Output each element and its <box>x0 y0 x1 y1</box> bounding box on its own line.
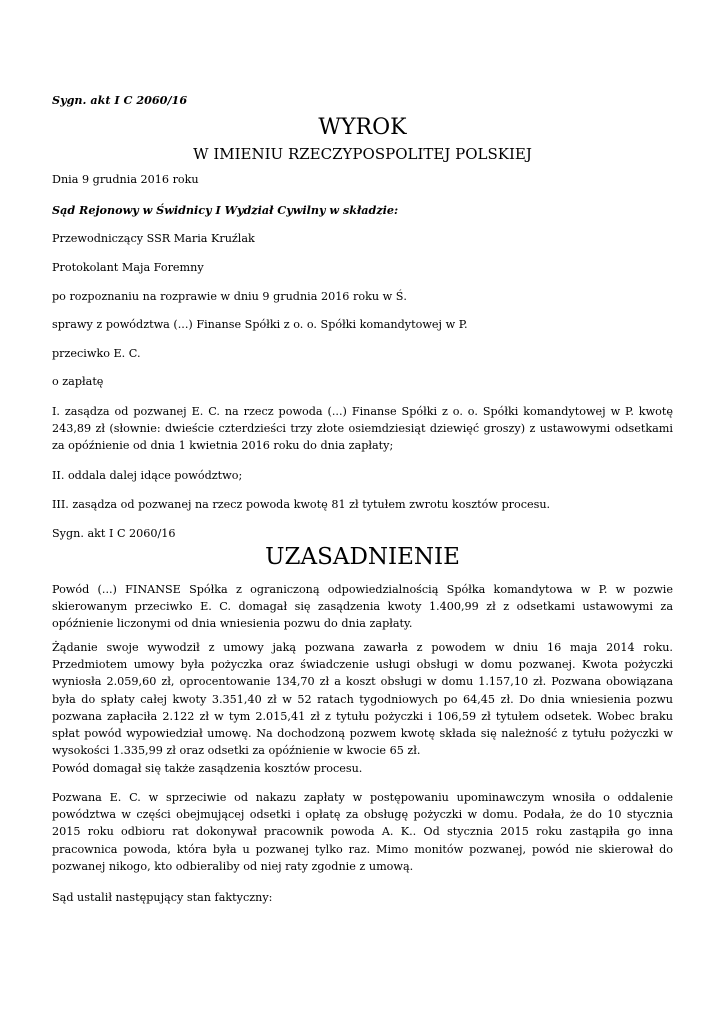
justification-paragraph-2: Żądanie swoje wywodził z umowy jaką pozwana zawarła z powodem w dniu 16 maja 2014 roku. Przedmiotem umowy była pożyczka oraz świadczenie usługi obsługi w domu pozwanej. Kwota pożyczki wyniosła 2.059,60 zł, oprocentowanie 134,70 zł a koszt obsługi w domu 1.157,10 zł. Pozwana obowiązana była do spłaty całej kwoty 3.351,40 zł w 52 ratach tygodniowych po 64,45 zł. Do dnia wniesienia pozwu pozwana zapłaciła 2.122 zł w tym 2.015,41 zł z tytułu pożyczki i 106,59 zł tytułem odsetek. Wobec braku spłat powód wypowiedział umowę. Na dochodzoną pozwem kwotę składa się należność z tytułu pożyczki w wysokości 1.335,99 zł oraz odsetki za opóźnienie w kwocie 65 zł. <box>52 641 673 758</box>
court-composition: Sąd Rejonowy w Świdnicy I Wydział Cywilny w składzie: <box>52 203 399 217</box>
plaintiff-line: sprawy z powództwa (...) Finanse Spółki z o. o. Spółki komandytowej w P. <box>52 318 468 331</box>
verdict-date: Dnia 9 grudnia 2016 roku <box>52 173 199 186</box>
justification-title: UZASADNIENIE <box>265 544 460 570</box>
case-signature-header: Sygn. akt I C 2060/16 <box>52 93 188 107</box>
verdict-point-3: III. zasądza od pozwanej na rzecz powoda kwotę 81 zł tytułem zwrotu kosztów procesu. <box>52 498 551 511</box>
court-clerk: Protokolant Maja Foremny <box>52 261 204 274</box>
verdict-point-2: II. oddala dalej idące powództwo; <box>52 469 243 482</box>
presiding-judge: Przewodniczący SSR Maria Kruźlak <box>52 232 255 245</box>
justification-paragraph-1: Powód (...) FINANSE Spółka z ograniczoną odpowiedzialnością Spółka komandytowa w P. w pozwie skierowanym przeciwko E. C. domagał się zasądzenia kwoty 1.400,99 zł z odsetkami ustawowymi za opóźnienie liczonymi od dnia wniesienia pozwu do dnia zapłaty. <box>52 583 673 631</box>
justification-paragraph-5: Sąd ustalił następujący stan faktyczny: <box>52 891 273 904</box>
verdict-subtitle: W IMIENIU RZECZYPOSPOLITEJ POLSKIEJ <box>193 145 532 163</box>
case-subject: o zapłatę <box>52 375 104 388</box>
justification-paragraph-4: Pozwana E. C. w sprzeciwie od nakazu zapłaty w postępowaniu upominawczym wnosiła o oddalenie powództwa w części obejmującej odsetki i opłatę za obsługę pożyczki w domu. Podała, że do 10 stycznia 2015 roku odbioru rat dokonywał pracownik powoda A. K.. Od stycznia 2015 roku zastąpiła go inna pracownica powoda, która była u pozwanej tylko raz. Mimo monitów pozwanej, powód nie skierował do pozwanej nikogo, kto odbieraliby od niej raty zgodnie z umową. <box>52 791 673 873</box>
defendant-line: przeciwko E. C. <box>52 347 141 360</box>
verdict-title: WYROK <box>318 115 407 140</box>
hearing-info: po rozpoznaniu na rozprawie w dniu 9 grudnia 2016 roku w Ś. <box>52 290 407 303</box>
justification-paragraph-3: Powód domagał się także zasądzenia kosztów procesu. <box>52 762 363 775</box>
case-signature-justification: Sygn. akt I C 2060/16 <box>52 527 176 540</box>
verdict-point-1: I. zasądza od pozwanej E. C. na rzecz powoda (...) Finanse Spółki z o. o. Spółki komandytowej w P. kwotę 243,89 zł (słownie: dwieście czterdzieści trzy złote osiemdziesiąt dziewięć groszy) z ustawowymi odsetkami za opóźnienie od dnia 1 kwietnia 2016 roku do dnia zapłaty; <box>52 405 673 453</box>
